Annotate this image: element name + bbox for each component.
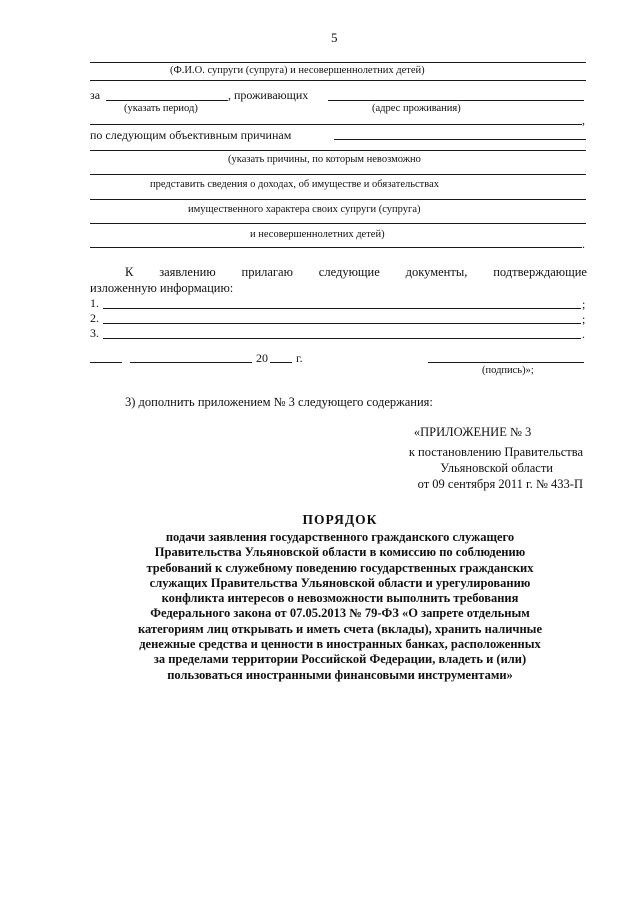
attach-word: заявлению (159, 265, 216, 279)
appendix-line-2: к постановлению Правительства (408, 445, 583, 459)
reasons-line-6[interactable] (90, 247, 582, 248)
order-title-line: денежные средства и ценности в иностранных банках, расположенных (139, 637, 541, 652)
item-field-line-3[interactable] (103, 338, 581, 339)
order-title-line: требований к служебному поведению государственных гражданских (146, 560, 534, 575)
item-number-1: 1. (90, 296, 99, 310)
attach-line-2: изложенную информацию: (90, 281, 234, 295)
period-field-line[interactable] (106, 100, 228, 101)
item-field-line-1[interactable] (103, 308, 581, 309)
caption-reasons-1: (указать причины, по которым невозможно (228, 154, 421, 165)
order-title-line: пользоваться иностранными финансовыми инструментами» (167, 667, 513, 682)
reasons-line-2[interactable] (90, 150, 586, 151)
caption-signature: (подпись)»; (482, 365, 534, 376)
label-reasons: по следующим объективным причинам (90, 128, 292, 142)
item-end-2: ; (582, 312, 586, 326)
spouse-name-line (90, 62, 586, 63)
label-residing: , проживающих (228, 88, 309, 102)
spouse-extra-line (90, 80, 586, 81)
order-title-line: Федерального закона от 07.05.2013 № 79-ФЗ «О запрете отдельным (150, 606, 530, 621)
comma-mark: , (582, 113, 585, 127)
attach-word: подтверждающие (493, 265, 587, 279)
signature-field-line[interactable] (428, 362, 584, 363)
order-title-line: служащих Правительства Ульяновской области и урегулированию (149, 575, 531, 590)
year-suffix: г. (296, 351, 303, 365)
month-field-line[interactable] (130, 362, 252, 363)
address-field-line[interactable] (328, 100, 584, 101)
period-mark: . (582, 237, 585, 251)
caption-address: (адрес проживания) (372, 103, 461, 114)
attach-word: К (125, 265, 134, 279)
reasons-line-5[interactable] (90, 223, 586, 224)
caption-reasons-4: и несовершеннолетних детей) (250, 229, 385, 240)
attach-word: следующие (318, 265, 380, 279)
attach-line-1 (125, 266, 587, 279)
appendix-line-3: Ульяновской области (440, 461, 553, 475)
label-for: за (90, 88, 101, 102)
order-title-line: за пределами территории Российской Федерации, владеть и (или) (153, 652, 527, 667)
caption-period: (указать период) (124, 103, 198, 114)
attach-word: прилагаю (241, 265, 293, 279)
order-title-line: конфликта интересов о невозможности выполнить требования (161, 591, 519, 606)
appendix-line-4: от 09 сентября 2011 г. № 433-П (417, 477, 583, 491)
item-number-3: 3. (90, 326, 99, 340)
reasons-field-line[interactable] (334, 139, 586, 140)
item-end-1: ; (582, 297, 586, 311)
order-title-line: категориям лиц открывать и иметь счета (вклады), хранить наличные (137, 621, 542, 636)
order-title-line: Правительства Ульяновской области в комиссию по соблюдению (154, 545, 526, 560)
page-number: 5 (331, 30, 338, 45)
item-field-line-2[interactable] (103, 323, 581, 324)
order-title-line: подачи заявления государственного гражданского служащего (165, 530, 515, 544)
order-heading: ПОРЯДОК (302, 512, 378, 527)
caption-spouse: (Ф.И.О. супруги (супруга) и несовершеннолетних детей) (170, 65, 425, 76)
order-title (80, 530, 600, 683)
item-end-3: . (582, 327, 585, 341)
address-extra-line[interactable] (90, 124, 582, 125)
appendix-line-1: «ПРИЛОЖЕНИЕ № 3 (413, 425, 532, 439)
attach-word: документы, (405, 265, 468, 279)
year-field-line[interactable] (270, 362, 292, 363)
reasons-line-3[interactable] (90, 174, 586, 175)
item-number-2: 2. (90, 311, 99, 325)
amend-text: 3) дополнить приложением № 3 следующего содержания: (125, 395, 433, 409)
caption-reasons-2: представить сведения о доходах, об имуществе и обязательствах (150, 179, 439, 190)
caption-reasons-3: имущественного характера своих супруги (супруга) (188, 204, 421, 215)
appendix-block (409, 424, 583, 492)
day-field-line[interactable] (90, 362, 122, 363)
year-prefix: 20 (256, 351, 268, 365)
reasons-line-4[interactable] (90, 199, 586, 200)
